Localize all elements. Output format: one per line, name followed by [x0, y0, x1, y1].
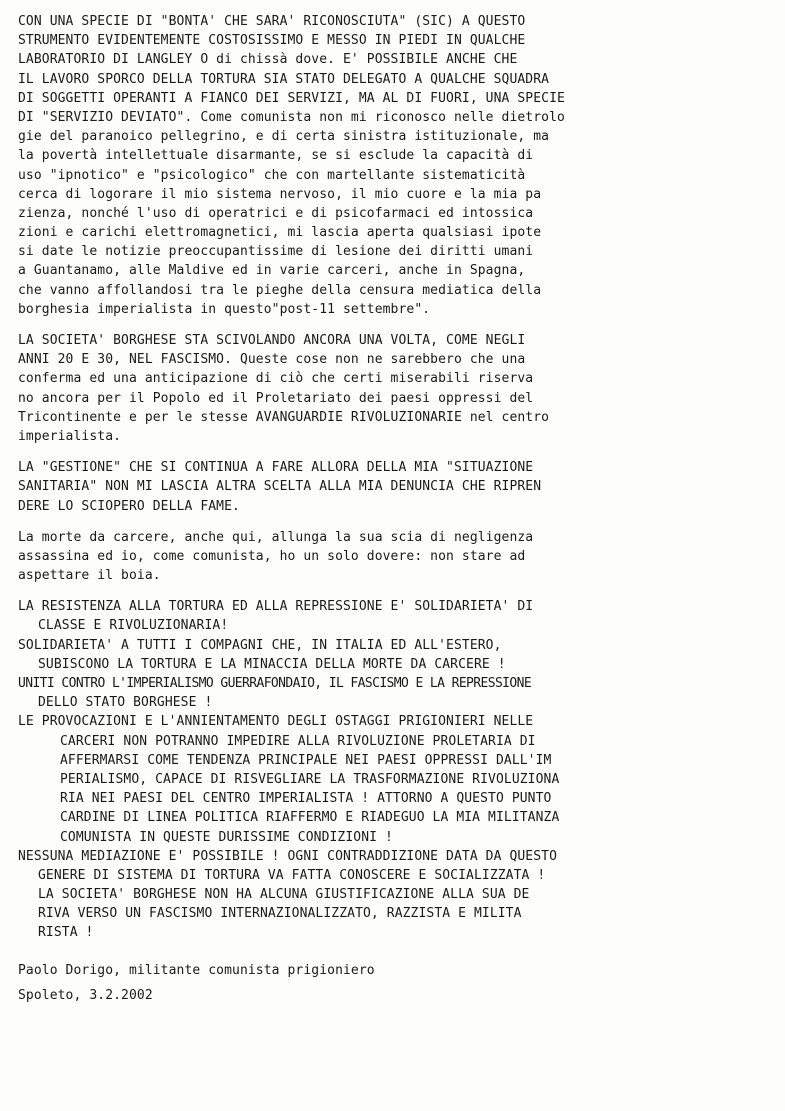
- slogan-line: NESSUNA MEDIAZIONE E' POSSIBILE ! OGNI CONTRADDIZIONE DATA DA QUESTO: [18, 848, 558, 864]
- slogan-line: RIA NEI PAESI DEL CENTRO IMPERIALISTA ! ATTORNO A QUESTO PUNTO: [60, 791, 552, 807]
- text-line: ANNI 20 E 30, NEL FASCISMO. Queste cose non ne sarebbero che una: [18, 352, 526, 368]
- text-line: che vanno affollandosi tra le pieghe della censura mediatica della: [18, 282, 542, 298]
- text-line: LA "GESTIONE" CHE SI CONTINUA A FARE ALLORA DELLA MIA "SITUAZIONE: [18, 460, 534, 476]
- text-line: DI "SERVIZIO DEVIATO". Come comunista non mi riconosco nelle dietrolo: [18, 109, 565, 125]
- slogan-line: CARCERI NON POTRANNO IMPEDIRE ALLA RIVOLUZIONE PROLETARIA DI: [60, 733, 536, 749]
- slogan-line: LA SOCIETA' BORGHESE NON HA ALCUNA GIUSTIFICAZIONE ALLA SUA DE: [38, 887, 530, 903]
- slogan-line: LA RESISTENZA ALLA TORTURA ED ALLA REPRESSIONE E' SOLIDARIETA' DI: [18, 599, 534, 615]
- slogan-line: PERIALISMO, CAPACE DI RISVEGLIARE LA TRASFORMAZIONE RIVOLUZIONA: [60, 771, 560, 787]
- letter-body: [18, 12, 780, 1005]
- slogan-2: [18, 636, 780, 674]
- text-line: LA SOCIETA' BORGHESE STA SCIVOLANDO ANCORA UNA VOLTA, COME NEGLI: [18, 333, 526, 348]
- text-line: assassina ed io, come comunista, ho un solo dovere: non stare ad: [18, 548, 526, 564]
- spacer: [18, 585, 780, 597]
- paragraph-2: [18, 331, 780, 446]
- text-line: DERE LO SCIOPERO DELLA FAME.: [18, 498, 240, 514]
- slogan-line: RIVA VERSO UN FASCISMO INTERNAZIONALIZZATO, RAZZISTA E MILITA: [38, 906, 522, 922]
- text-line: Tricontinente e per le stesse AVANGUARDIE RIVOLUZIONARIE nel centro: [18, 409, 550, 425]
- slogan-line: SUBISCONO LA TORTURA E LA MINACCIA DELLA MORTE DA CARCERE !: [38, 656, 506, 672]
- text-line: CON UNA SPECIE DI "BONTA' CHE SARA' RICONOSCIUTA" (SIC) A QUESTO: [18, 14, 526, 29]
- slogan-5: [18, 847, 780, 943]
- spacer: [18, 516, 780, 528]
- slogan-1: [18, 597, 780, 635]
- text-line: SANITARIA" NON MI LASCIA ALTRA SCELTA ALLA MIA DENUNCIA CHE RIPREN: [18, 479, 542, 495]
- slogan-line: AFFERMARSI COME TENDENZA PRINCIPALE NEI PAESI OPPRESSI DALL'IM: [60, 752, 552, 768]
- text-line: STRUMENTO EVIDENTEMENTE COSTOSISSIMO E MESSO IN PIEDI IN QUALCHE: [18, 33, 526, 49]
- slogan-line: DELLO STATO BORGHESE !: [38, 695, 213, 711]
- slogan-3: [18, 674, 780, 712]
- text-line: aspettare il boia.: [18, 568, 161, 584]
- signature: Paolo Dorigo, militante comunista prigioniero: [18, 962, 375, 978]
- slogan-line: UNITI CONTRO L'IMPERIALISMO GUERRAFONDAIO, IL FASCISMO E LA REPRESSIONE: [18, 676, 532, 691]
- text-line: conferma ed una anticipazione di ciò che certi miserabili riserva: [18, 371, 534, 387]
- text-line: imperialista.: [18, 428, 122, 444]
- text-line: uso "ipnotico" e "psicologico" che con martellante sistematicità: [18, 167, 526, 183]
- text-line: La morte da carcere, anche qui, allunga la sua scia di negligenza: [18, 529, 534, 545]
- text-line: a Guantanamo, alle Maldive ed in varie carceri, anche in Spagna,: [18, 263, 526, 279]
- paragraph-4: [18, 528, 780, 586]
- spacer: [18, 446, 780, 458]
- text-line: si date le notizie preoccupantissime di lesione dei diritti umani: [18, 244, 534, 260]
- spacer: [18, 319, 780, 331]
- slogan-line: SOLIDARIETA' A TUTTI I COMPAGNI CHE, IN ITALIA ED ALL'ESTERO,: [18, 637, 502, 653]
- text-line: no ancora per il Popolo ed il Proletariato dei paesi oppressi del: [18, 390, 534, 406]
- slogan-line: CARDINE DI LINEA POLITICA RIAFFERMO E RIADEGUO LA MIA MILITANZA: [60, 810, 560, 826]
- place-date: Spoleto, 3.2.2002: [18, 987, 153, 1003]
- paragraph-1: [18, 12, 780, 319]
- slogan-line: COMUNISTA IN QUESTE DURISSIME CONDIZIONI !: [60, 829, 393, 845]
- text-line: zienza, nonché l'uso di operatrici e di psicofarmaci ed intossica: [18, 205, 534, 221]
- text-line: zioni e carichi elettromagnetici, mi lascia aperta qualsiasi ipote: [18, 225, 542, 241]
- slogan-line: CLASSE E RIVOLUZIONARIA!: [38, 618, 229, 634]
- text-line: la povertà intellettuale disarmante, se si esclude la capacità di: [18, 148, 534, 164]
- slogan-line: GENERE DI SISTEMA DI TORTURA VA FATTA CONOSCERE E SOCIALIZZATA !: [38, 867, 546, 883]
- slogan-line: RISTA !: [38, 925, 94, 941]
- slogan-line: LE PROVOCAZIONI E L'ANNIENTAMENTO DEGLI OSTAGGI PRIGIONIERI NELLE: [18, 714, 534, 730]
- paragraph-3: [18, 458, 780, 516]
- text-line: IL LAVORO SPORCO DELLA TORTURA SIA STATO DELEGATO A QUALCHE SQUADRA: [18, 71, 550, 87]
- text-line: DI SOGGETTI OPERANTI A FIANCO DEI SERVIZI, MA AL DI FUORI, UNA SPECIE: [18, 90, 565, 106]
- text-line: LABORATORIO DI LANGLEY O di chissà dove. E' POSSIBILE ANCHE CHE: [18, 52, 518, 68]
- text-line: borghesia imperialista in questo"post-11 settembre".: [18, 301, 431, 317]
- slogan-4: [18, 712, 780, 846]
- text-line: cerca di logorare il mio sistema nervoso, il mio cuore e la mia pa: [18, 186, 542, 202]
- text-line: gie del paranoico pellegrino, e di certa sinistra istituzionale, ma: [18, 129, 550, 145]
